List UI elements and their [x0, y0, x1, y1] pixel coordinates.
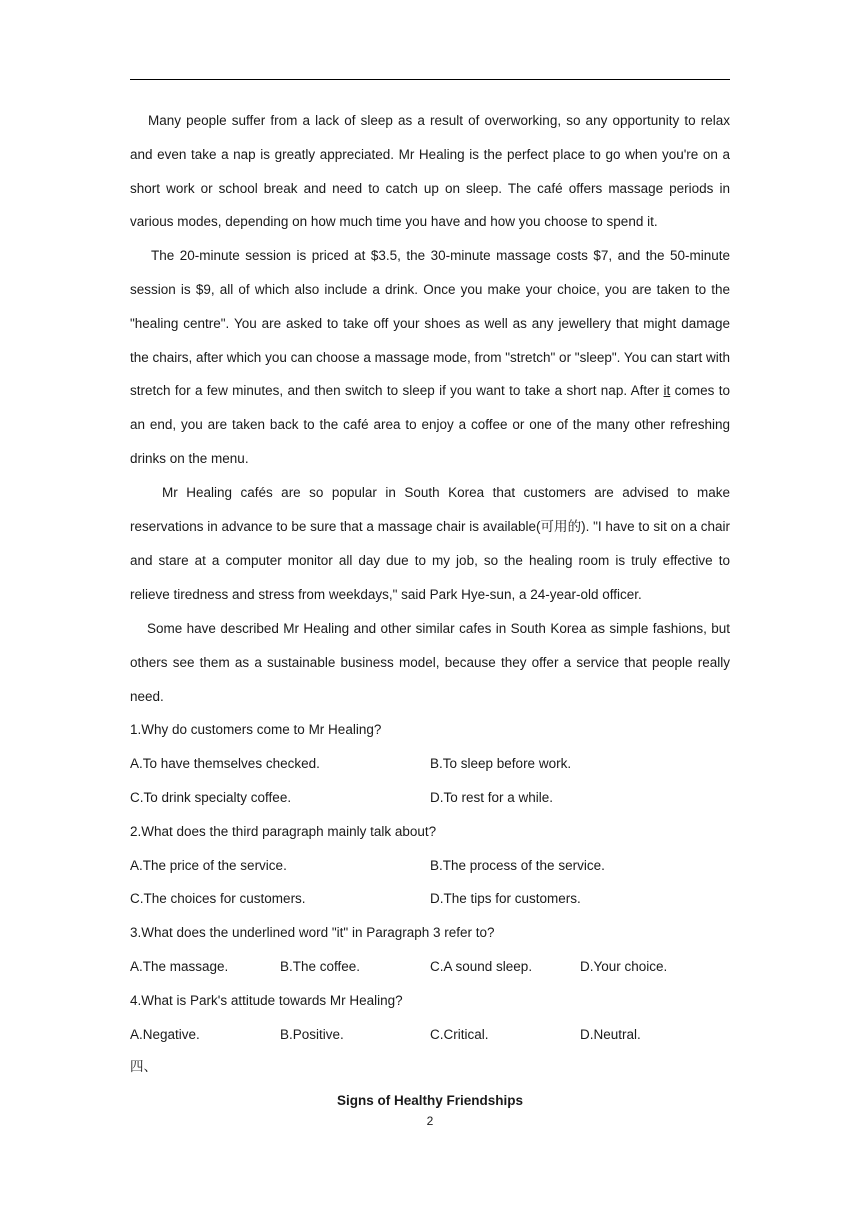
question-4-stem: 4.What is Park's attitude towards Mr Healing? — [130, 992, 403, 1008]
passage-paragraph-3 — [130, 476, 730, 612]
question-4-option-c: C.Critical. — [430, 1026, 489, 1042]
question-1-options-row-2 — [130, 781, 730, 815]
question-3-options-row — [130, 950, 730, 984]
paragraph-3-text-a: Mr Healing cafés are so popular in South Korea that customers are advised to make reservations in advance to be sure that a massage chair is available( — [130, 484, 730, 534]
question-4-options-row — [130, 1018, 730, 1052]
question-2-options-row-2 — [130, 882, 730, 916]
question-4-option-d: D.Neutral. — [580, 1026, 641, 1042]
question-4-option-a: A.Negative. — [130, 1026, 200, 1042]
question-4-option-b: B.Positive. — [280, 1026, 344, 1042]
passage-paragraph-1: Many people suffer from a lack of sleep as a result of overworking, so any opportunity to relax and even take a nap is greatly appreciated. Mr Healing is the perfect place to go when you're on a short work or school break and need to catch up on sleep. The café offers massage periods in various modes, depending on how much time you have and how you choose to spend it. — [130, 113, 730, 230]
next-passage-title: Signs of Healthy Friendships — [336, 1093, 524, 1108]
question-2-stem: 2.What does the third paragraph mainly talk about? — [130, 823, 437, 839]
question-3-stem: 3.What does the underlined word "it" in Paragraph 3 refer to? — [130, 925, 495, 941]
question-3-option-c: C.A sound sleep. — [430, 958, 533, 974]
question-2-option-c: C.The choices for customers. — [130, 891, 306, 907]
paragraph-3-text-b: ). "I have to sit on a chair and stare at a computer monitor all day due to my job, so the healing room is truly effective to relieve tiredness and stress from weekdays," said Park Hye-sun, a 24-year-old officer. — [130, 518, 730, 603]
chinese-gloss: 可用的 — [540, 518, 582, 535]
page-number: 2 — [426, 1114, 434, 1128]
question-2-option-b: B.The process of the service. — [430, 857, 605, 873]
question-2-options-row-1 — [130, 849, 730, 883]
question-1-option-b: B.To sleep before work. — [430, 756, 572, 772]
paragraph-2-text-a: The 20-minute session is priced at $3.5, the 30-minute massage costs $7, and the 50-minute session is $9, all of which also include a drink. Once you make your choice, you are taken to the "healing centre". You are asked to take off your shoes as well as any jewellery that might damage the chairs, after which you can choose a massage mode, from "stretch" or "sleep". You can start with stretch for a few minutes, and then switch to sleep if you want to take a short nap. After — [130, 248, 730, 399]
question-3-option-a: A.The massage. — [130, 958, 229, 974]
header-rule — [130, 79, 730, 80]
question-3-option-b: B.The coffee. — [280, 958, 361, 974]
question-2-option-d: D.The tips for customers. — [430, 891, 581, 907]
question-3-option-d: D.Your choice. — [580, 958, 668, 974]
question-1-option-c: C.To drink specialty coffee. — [130, 789, 292, 805]
paragraph-2-text-b: comes to an end, you are taken back to the café area to enjoy a coffee or one of the many other refreshing drinks on the menu. — [130, 383, 730, 466]
question-1-stem: 1.Why do customers come to Mr Healing? — [130, 722, 382, 738]
section-label: 四、 — [130, 1059, 157, 1076]
passage-paragraph-2 — [130, 239, 730, 476]
question-2-option-a: A.The price of the service. — [130, 857, 287, 873]
passage-paragraph-4: Some have described Mr Healing and other similar cafes in South Korea as simple fashions, but others see them as a sustainable business model, because they offer a service that people really need. — [130, 620, 730, 704]
question-1-options-row-1 — [130, 747, 730, 781]
question-1-option-d: D.To rest for a while. — [430, 789, 554, 805]
page-content — [130, 104, 730, 1085]
underlined-word-it: it — [663, 383, 671, 399]
question-1-option-a: A.To have themselves checked. — [130, 756, 320, 772]
